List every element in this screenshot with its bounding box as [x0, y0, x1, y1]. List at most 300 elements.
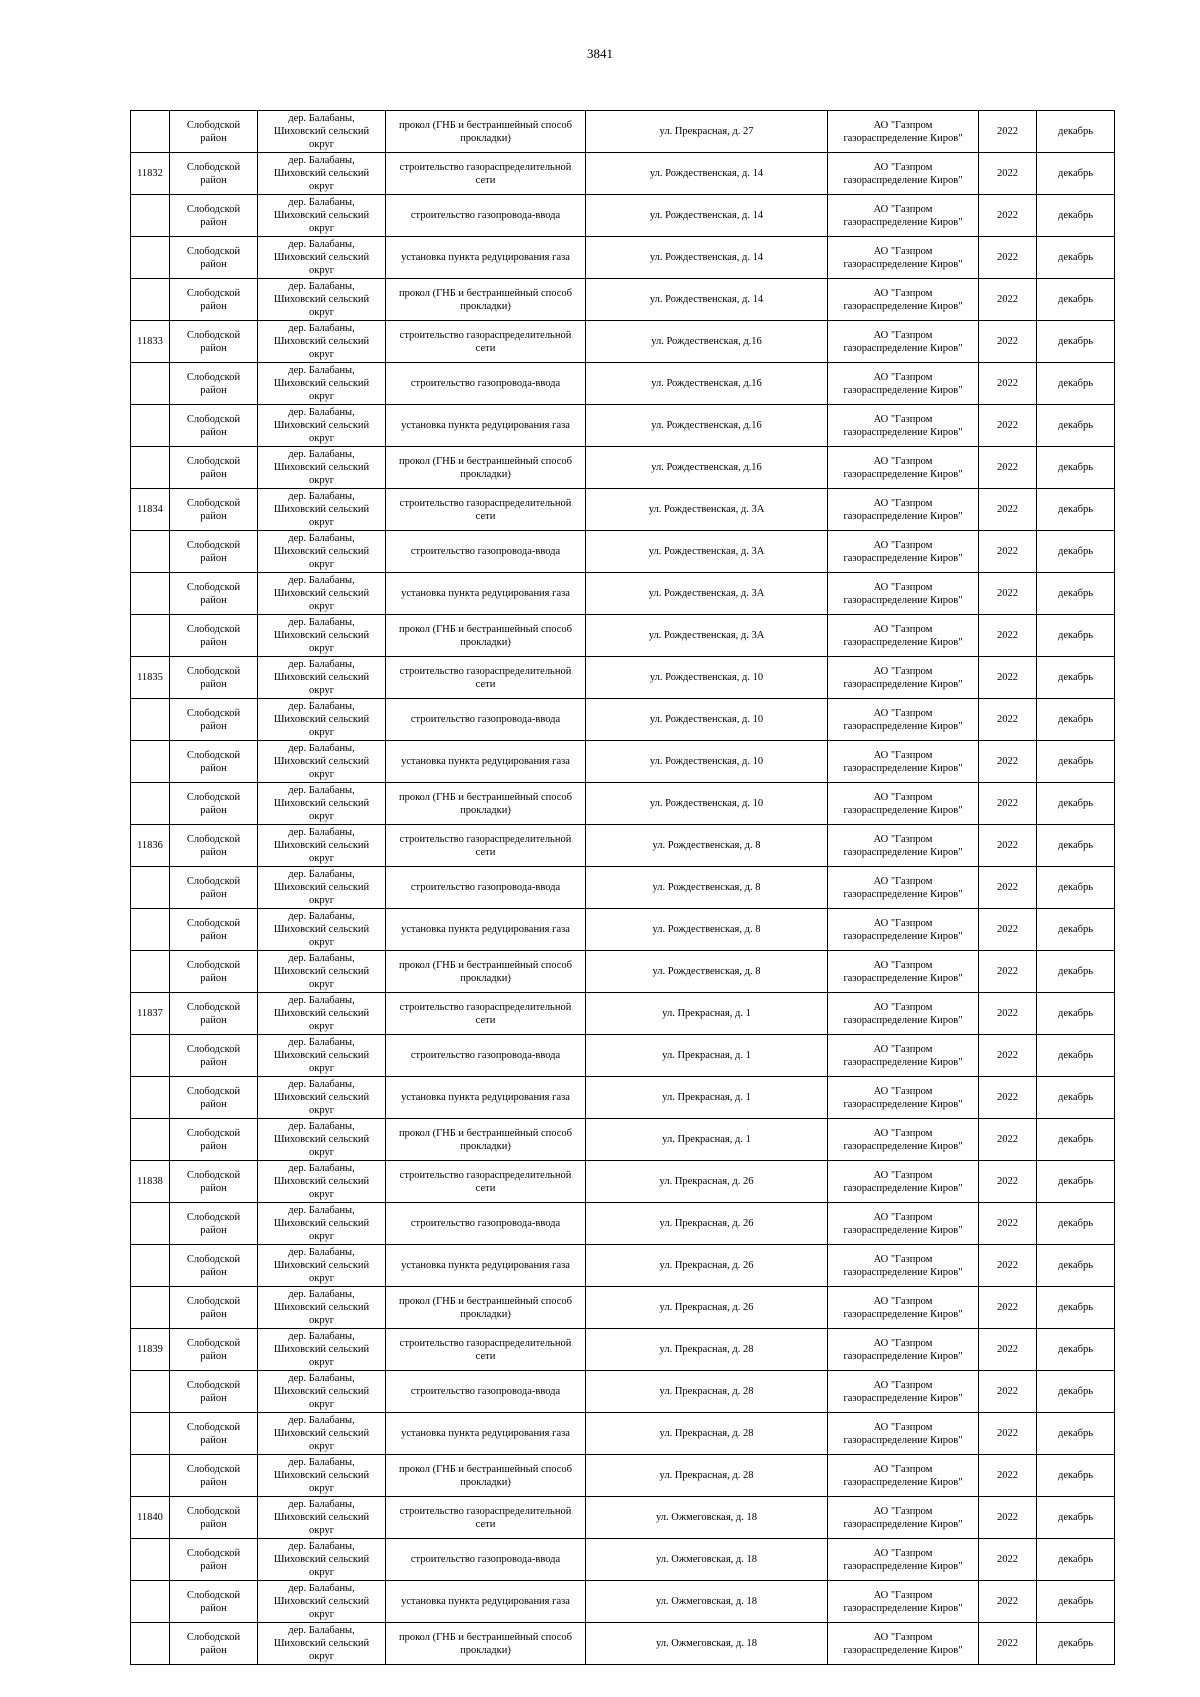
organization-cell: АО "Газпром газораспределение Киров" — [828, 1497, 979, 1539]
table-row — [131, 531, 1115, 573]
locality-cell: дер. Балабаны, Шиховский сельский округ — [258, 237, 386, 279]
month-cell: декабрь — [1037, 741, 1115, 783]
organization-cell: АО "Газпром газораспределение Киров" — [828, 1287, 979, 1329]
locality-cell: дер. Балабаны, Шиховский сельский округ — [258, 951, 386, 993]
locality-cell: дер. Балабаны, Шиховский сельский округ — [258, 405, 386, 447]
year-cell: 2022 — [979, 1413, 1037, 1455]
address-cell: ул. Прекрасная, д. 28 — [586, 1371, 828, 1413]
locality-cell: дер. Балабаны, Шиховский сельский округ — [258, 321, 386, 363]
district-cell: Слободской район — [170, 321, 258, 363]
year-cell: 2022 — [979, 573, 1037, 615]
locality-cell: дер. Балабаны, Шиховский сельский округ — [258, 531, 386, 573]
work-type-cell: прокол (ГНБ и бестраншейный способ прокладки) — [386, 1287, 586, 1329]
locality-cell: дер. Балабаны, Шиховский сельский округ — [258, 1413, 386, 1455]
table-row — [131, 405, 1115, 447]
organization-cell: АО "Газпром газораспределение Киров" — [828, 321, 979, 363]
locality-cell: дер. Балабаны, Шиховский сельский округ — [258, 1161, 386, 1203]
work-type-cell: прокол (ГНБ и бестраншейный способ прокладки) — [386, 1623, 586, 1665]
district-cell: Слободской район — [170, 489, 258, 531]
table-row — [131, 573, 1115, 615]
locality-cell: дер. Балабаны, Шиховский сельский округ — [258, 1119, 386, 1161]
organization-cell: АО "Газпром газораспределение Киров" — [828, 1161, 979, 1203]
district-cell: Слободской район — [170, 1119, 258, 1161]
month-cell: декабрь — [1037, 1497, 1115, 1539]
month-cell: декабрь — [1037, 1413, 1115, 1455]
locality-cell: дер. Балабаны, Шиховский сельский округ — [258, 195, 386, 237]
row-number — [131, 1581, 170, 1623]
table-row — [131, 1413, 1115, 1455]
locality-cell: дер. Балабаны, Шиховский сельский округ — [258, 1371, 386, 1413]
district-cell: Слободской район — [170, 825, 258, 867]
district-cell: Слободской район — [170, 405, 258, 447]
month-cell: декабрь — [1037, 1035, 1115, 1077]
locality-cell: дер. Балабаны, Шиховский сельский округ — [258, 699, 386, 741]
row-number — [131, 699, 170, 741]
work-type-cell: прокол (ГНБ и бестраншейный способ прокладки) — [386, 1119, 586, 1161]
row-number — [131, 1245, 170, 1287]
row-number — [131, 111, 170, 153]
table-row — [131, 1161, 1115, 1203]
locality-cell: дер. Балабаны, Шиховский сельский округ — [258, 279, 386, 321]
year-cell: 2022 — [979, 195, 1037, 237]
month-cell: декабрь — [1037, 489, 1115, 531]
district-cell: Слободской район — [170, 867, 258, 909]
table-row — [131, 111, 1115, 153]
district-cell: Слободской район — [170, 1581, 258, 1623]
row-number — [131, 195, 170, 237]
table-row — [131, 1455, 1115, 1497]
address-cell: ул. Прекрасная, д. 27 — [586, 111, 828, 153]
table-row — [131, 1623, 1115, 1665]
address-cell: ул. Прекрасная, д. 1 — [586, 1077, 828, 1119]
district-cell: Слободской район — [170, 195, 258, 237]
month-cell: декабрь — [1037, 279, 1115, 321]
year-cell: 2022 — [979, 1455, 1037, 1497]
locality-cell: дер. Балабаны, Шиховский сельский округ — [258, 993, 386, 1035]
month-cell: декабрь — [1037, 867, 1115, 909]
month-cell: декабрь — [1037, 1329, 1115, 1371]
organization-cell: АО "Газпром газораспределение Киров" — [828, 1581, 979, 1623]
address-cell: ул. Рождественская, д. 14 — [586, 195, 828, 237]
work-type-cell: строительство газопровода-ввода — [386, 363, 586, 405]
row-number — [131, 1035, 170, 1077]
page-number: 3841 — [587, 46, 613, 61]
month-cell: декабрь — [1037, 1623, 1115, 1665]
month-cell: декабрь — [1037, 783, 1115, 825]
organization-cell: АО "Газпром газораспределение Киров" — [828, 867, 979, 909]
table-row — [131, 1077, 1115, 1119]
year-cell: 2022 — [979, 1623, 1037, 1665]
table-row — [131, 1329, 1115, 1371]
organization-cell: АО "Газпром газораспределение Киров" — [828, 1413, 979, 1455]
locality-cell: дер. Балабаны, Шиховский сельский округ — [258, 825, 386, 867]
address-cell: ул. Рождественская, д.16 — [586, 363, 828, 405]
address-cell: ул. Прекрасная, д. 26 — [586, 1203, 828, 1245]
organization-cell: АО "Газпром газораспределение Киров" — [828, 1077, 979, 1119]
locality-cell: дер. Балабаны, Шиховский сельский округ — [258, 111, 386, 153]
work-type-cell: прокол (ГНБ и бестраншейный способ прокладки) — [386, 783, 586, 825]
year-cell: 2022 — [979, 447, 1037, 489]
organization-cell: АО "Газпром газораспределение Киров" — [828, 1539, 979, 1581]
address-cell: ул. Рождественская, д. 8 — [586, 951, 828, 993]
address-cell: ул. Прекрасная, д. 1 — [586, 1119, 828, 1161]
work-type-cell: прокол (ГНБ и бестраншейный способ прокладки) — [386, 951, 586, 993]
month-cell: декабрь — [1037, 1245, 1115, 1287]
organization-cell: АО "Газпром газораспределение Киров" — [828, 951, 979, 993]
table-row — [131, 1497, 1115, 1539]
organization-cell: АО "Газпром газораспределение Киров" — [828, 447, 979, 489]
row-number — [131, 1287, 170, 1329]
district-cell: Слободской район — [170, 237, 258, 279]
work-type-cell: установка пункта редуцирования газа — [386, 1245, 586, 1287]
address-cell: ул. Рождественская, д. 14 — [586, 237, 828, 279]
work-type-cell: прокол (ГНБ и бестраншейный способ прокладки) — [386, 615, 586, 657]
work-type-cell: строительство газопровода-ввода — [386, 195, 586, 237]
month-cell: декабрь — [1037, 1119, 1115, 1161]
work-type-cell: строительство газопровода-ввода — [386, 1203, 586, 1245]
work-type-cell: строительство газораспределительной сети — [386, 1497, 586, 1539]
row-number — [131, 279, 170, 321]
row-number — [131, 405, 170, 447]
row-number — [131, 867, 170, 909]
year-cell: 2022 — [979, 1077, 1037, 1119]
district-cell: Слободской район — [170, 531, 258, 573]
table-row — [131, 237, 1115, 279]
work-type-cell: прокол (ГНБ и бестраншейный способ прокладки) — [386, 447, 586, 489]
row-number — [131, 1119, 170, 1161]
year-cell: 2022 — [979, 237, 1037, 279]
address-cell: ул. Прекрасная, д. 1 — [586, 1035, 828, 1077]
district-cell: Слободской район — [170, 1203, 258, 1245]
row-number: 11839 — [131, 1329, 170, 1371]
address-cell: ул. Рождественская, д. 10 — [586, 657, 828, 699]
year-cell: 2022 — [979, 363, 1037, 405]
locality-cell: дер. Балабаны, Шиховский сельский округ — [258, 1581, 386, 1623]
address-cell: ул. Рождественская, д. 14 — [586, 153, 828, 195]
organization-cell: АО "Газпром газораспределение Киров" — [828, 405, 979, 447]
month-cell: декабрь — [1037, 531, 1115, 573]
table-row — [131, 1245, 1115, 1287]
organization-cell: АО "Газпром газораспределение Киров" — [828, 531, 979, 573]
year-cell: 2022 — [979, 279, 1037, 321]
row-number — [131, 573, 170, 615]
month-cell: декабрь — [1037, 321, 1115, 363]
organization-cell: АО "Газпром газораспределение Киров" — [828, 279, 979, 321]
row-number — [131, 237, 170, 279]
locality-cell: дер. Балабаны, Шиховский сельский округ — [258, 909, 386, 951]
organization-cell: АО "Газпром газораспределение Киров" — [828, 657, 979, 699]
year-cell: 2022 — [979, 489, 1037, 531]
locality-cell: дер. Балабаны, Шиховский сельский округ — [258, 1623, 386, 1665]
district-cell: Слободской район — [170, 363, 258, 405]
table-row — [131, 783, 1115, 825]
month-cell: декабрь — [1037, 195, 1115, 237]
year-cell: 2022 — [979, 405, 1037, 447]
organization-cell: АО "Газпром газораспределение Киров" — [828, 1329, 979, 1371]
address-cell: ул. Рождественская, д. 8 — [586, 909, 828, 951]
locality-cell: дер. Балабаны, Шиховский сельский округ — [258, 1539, 386, 1581]
table-row — [131, 867, 1115, 909]
locality-cell: дер. Балабаны, Шиховский сельский округ — [258, 447, 386, 489]
row-number: 11834 — [131, 489, 170, 531]
month-cell: декабрь — [1037, 111, 1115, 153]
work-type-cell: установка пункта редуцирования газа — [386, 909, 586, 951]
table-row — [131, 1287, 1115, 1329]
table-row — [131, 279, 1115, 321]
work-type-cell: строительство газораспределительной сети — [386, 1161, 586, 1203]
work-type-cell: строительство газораспределительной сети — [386, 489, 586, 531]
organization-cell: АО "Газпром газораспределение Киров" — [828, 615, 979, 657]
row-number: 11837 — [131, 993, 170, 1035]
organization-cell: АО "Газпром газораспределение Киров" — [828, 699, 979, 741]
address-cell: ул. Прекрасная, д. 28 — [586, 1413, 828, 1455]
table-row — [131, 909, 1115, 951]
locality-cell: дер. Балабаны, Шиховский сельский округ — [258, 1203, 386, 1245]
locality-cell: дер. Балабаны, Шиховский сельский округ — [258, 615, 386, 657]
work-type-cell: строительство газопровода-ввода — [386, 1539, 586, 1581]
district-cell: Слободской район — [170, 1035, 258, 1077]
row-number: 11835 — [131, 657, 170, 699]
month-cell: декабрь — [1037, 699, 1115, 741]
address-cell: ул. Прекрасная, д. 28 — [586, 1455, 828, 1497]
address-cell: ул. Прекрасная, д. 26 — [586, 1245, 828, 1287]
organization-cell: АО "Газпром газораспределение Киров" — [828, 573, 979, 615]
district-cell: Слободской район — [170, 1623, 258, 1665]
locality-cell: дер. Балабаны, Шиховский сельский округ — [258, 1035, 386, 1077]
address-cell: ул. Прекрасная, д. 26 — [586, 1161, 828, 1203]
row-number — [131, 1371, 170, 1413]
address-cell: ул. Ожмеговская, д. 18 — [586, 1497, 828, 1539]
month-cell: декабрь — [1037, 237, 1115, 279]
work-type-cell: установка пункта редуцирования газа — [386, 1581, 586, 1623]
row-number — [131, 1623, 170, 1665]
district-cell: Слободской район — [170, 1455, 258, 1497]
table-row — [131, 321, 1115, 363]
work-type-cell: строительство газораспределительной сети — [386, 321, 586, 363]
district-cell: Слободской район — [170, 1245, 258, 1287]
row-number — [131, 1077, 170, 1119]
work-type-cell: установка пункта редуцирования газа — [386, 741, 586, 783]
locality-cell: дер. Балабаны, Шиховский сельский округ — [258, 573, 386, 615]
month-cell: декабрь — [1037, 1455, 1115, 1497]
organization-cell: АО "Газпром газораспределение Киров" — [828, 1623, 979, 1665]
work-type-cell: прокол (ГНБ и бестраншейный способ прокладки) — [386, 279, 586, 321]
locality-cell: дер. Балабаны, Шиховский сельский округ — [258, 867, 386, 909]
year-cell: 2022 — [979, 699, 1037, 741]
year-cell: 2022 — [979, 741, 1037, 783]
district-cell: Слободской район — [170, 1077, 258, 1119]
district-cell: Слободской район — [170, 111, 258, 153]
address-cell: ул. Рождественская, д. 8 — [586, 867, 828, 909]
address-cell: ул. Ожмеговская, д. 18 — [586, 1539, 828, 1581]
table-row — [131, 741, 1115, 783]
district-cell: Слободской район — [170, 1161, 258, 1203]
table-row — [131, 615, 1115, 657]
organization-cell: АО "Газпром газораспределение Киров" — [828, 741, 979, 783]
month-cell: декабрь — [1037, 1161, 1115, 1203]
organization-cell: АО "Газпром газораспределение Киров" — [828, 1203, 979, 1245]
address-cell: ул. Рождественская, д. 3А — [586, 573, 828, 615]
organization-cell: АО "Газпром газораспределение Киров" — [828, 1245, 979, 1287]
table-row — [131, 993, 1115, 1035]
table-row — [131, 1203, 1115, 1245]
table-row — [131, 825, 1115, 867]
work-type-cell: строительство газопровода-ввода — [386, 1035, 586, 1077]
district-cell: Слободской район — [170, 615, 258, 657]
district-cell: Слободской район — [170, 153, 258, 195]
work-type-cell: строительство газопровода-ввода — [386, 531, 586, 573]
year-cell: 2022 — [979, 153, 1037, 195]
row-number — [131, 1455, 170, 1497]
locality-cell: дер. Балабаны, Шиховский сельский округ — [258, 153, 386, 195]
work-type-cell: установка пункта редуцирования газа — [386, 1413, 586, 1455]
district-cell: Слободской район — [170, 993, 258, 1035]
row-number — [131, 1539, 170, 1581]
year-cell: 2022 — [979, 657, 1037, 699]
organization-cell: АО "Газпром газораспределение Киров" — [828, 195, 979, 237]
address-cell: ул. Прекрасная, д. 1 — [586, 993, 828, 1035]
address-cell: ул. Рождественская, д.16 — [586, 447, 828, 489]
month-cell: декабрь — [1037, 1077, 1115, 1119]
district-cell: Слободской район — [170, 951, 258, 993]
table-row — [131, 489, 1115, 531]
address-cell: ул. Рождественская, д. 3А — [586, 615, 828, 657]
locality-cell: дер. Балабаны, Шиховский сельский округ — [258, 1287, 386, 1329]
year-cell: 2022 — [979, 909, 1037, 951]
locality-cell: дер. Балабаны, Шиховский сельский округ — [258, 1077, 386, 1119]
organization-cell: АО "Газпром газораспределение Киров" — [828, 783, 979, 825]
table-row — [131, 657, 1115, 699]
month-cell: декабрь — [1037, 1371, 1115, 1413]
year-cell: 2022 — [979, 1161, 1037, 1203]
year-cell: 2022 — [979, 1035, 1037, 1077]
organization-cell: АО "Газпром газораспределение Киров" — [828, 993, 979, 1035]
district-cell: Слободской район — [170, 1287, 258, 1329]
row-number — [131, 741, 170, 783]
month-cell: декабрь — [1037, 951, 1115, 993]
table-row — [131, 1035, 1115, 1077]
district-cell: Слободской район — [170, 1413, 258, 1455]
table-row — [131, 1539, 1115, 1581]
address-cell: ул. Рождественская, д. 10 — [586, 741, 828, 783]
month-cell: декабрь — [1037, 447, 1115, 489]
work-type-cell: установка пункта редуцирования газа — [386, 237, 586, 279]
row-number — [131, 615, 170, 657]
row-number — [131, 1203, 170, 1245]
row-number: 11832 — [131, 153, 170, 195]
row-number — [131, 447, 170, 489]
address-cell: ул. Рождественская, д. 3А — [586, 531, 828, 573]
month-cell: декабрь — [1037, 909, 1115, 951]
row-number: 11833 — [131, 321, 170, 363]
address-cell: ул. Рождественская, д. 10 — [586, 783, 828, 825]
district-cell: Слободской район — [170, 741, 258, 783]
row-number — [131, 1413, 170, 1455]
organization-cell: АО "Газпром газораспределение Киров" — [828, 237, 979, 279]
year-cell: 2022 — [979, 531, 1037, 573]
row-number: 11836 — [131, 825, 170, 867]
locality-cell: дер. Балабаны, Шиховский сельский округ — [258, 489, 386, 531]
address-cell: ул. Прекрасная, д. 28 — [586, 1329, 828, 1371]
work-type-cell: установка пункта редуцирования газа — [386, 573, 586, 615]
row-number — [131, 951, 170, 993]
year-cell: 2022 — [979, 1119, 1037, 1161]
work-type-cell: строительство газораспределительной сети — [386, 1329, 586, 1371]
year-cell: 2022 — [979, 867, 1037, 909]
organization-cell: АО "Газпром газораспределение Киров" — [828, 1455, 979, 1497]
table-row — [131, 699, 1115, 741]
district-cell: Слободской район — [170, 909, 258, 951]
address-cell: ул. Рождественская, д.16 — [586, 405, 828, 447]
work-type-cell: строительство газопровода-ввода — [386, 867, 586, 909]
address-cell: ул. Ожмеговская, д. 18 — [586, 1623, 828, 1665]
work-type-cell: прокол (ГНБ и бестраншейный способ прокладки) — [386, 1455, 586, 1497]
month-cell: декабрь — [1037, 657, 1115, 699]
year-cell: 2022 — [979, 951, 1037, 993]
work-type-cell: строительство газораспределительной сети — [386, 153, 586, 195]
table-row — [131, 951, 1115, 993]
work-type-cell: прокол (ГНБ и бестраншейный способ прокладки) — [386, 111, 586, 153]
year-cell: 2022 — [979, 1329, 1037, 1371]
address-cell: ул. Прекрасная, д. 26 — [586, 1287, 828, 1329]
year-cell: 2022 — [979, 1539, 1037, 1581]
table-row — [131, 1119, 1115, 1161]
work-type-cell: строительство газораспределительной сети — [386, 825, 586, 867]
table-row — [131, 1371, 1115, 1413]
year-cell: 2022 — [979, 321, 1037, 363]
district-cell: Слободской район — [170, 279, 258, 321]
work-type-cell: строительство газораспределительной сети — [386, 993, 586, 1035]
organization-cell: АО "Газпром газораспределение Киров" — [828, 153, 979, 195]
locality-cell: дер. Балабаны, Шиховский сельский округ — [258, 1497, 386, 1539]
row-number — [131, 363, 170, 405]
work-type-cell: строительство газопровода-ввода — [386, 1371, 586, 1413]
year-cell: 2022 — [979, 1203, 1037, 1245]
organization-cell: АО "Газпром газораспределение Киров" — [828, 1119, 979, 1161]
registry-body — [131, 111, 1115, 1665]
work-type-cell: установка пункта редуцирования газа — [386, 405, 586, 447]
locality-cell: дер. Балабаны, Шиховский сельский округ — [258, 1329, 386, 1371]
table-row — [131, 447, 1115, 489]
month-cell: декабрь — [1037, 363, 1115, 405]
district-cell: Слободской район — [170, 783, 258, 825]
locality-cell: дер. Балабаны, Шиховский сельский округ — [258, 1455, 386, 1497]
year-cell: 2022 — [979, 1581, 1037, 1623]
year-cell: 2022 — [979, 1497, 1037, 1539]
row-number — [131, 783, 170, 825]
month-cell: декабрь — [1037, 1581, 1115, 1623]
year-cell: 2022 — [979, 1371, 1037, 1413]
month-cell: декабрь — [1037, 825, 1115, 867]
year-cell: 2022 — [979, 615, 1037, 657]
organization-cell: АО "Газпром газораспределение Киров" — [828, 909, 979, 951]
month-cell: декабрь — [1037, 405, 1115, 447]
district-cell: Слободской район — [170, 447, 258, 489]
row-number: 11838 — [131, 1161, 170, 1203]
organization-cell: АО "Газпром газораспределение Киров" — [828, 363, 979, 405]
month-cell: декабрь — [1037, 1203, 1115, 1245]
address-cell: ул. Рождественская, д. 3А — [586, 489, 828, 531]
month-cell: декабрь — [1037, 993, 1115, 1035]
month-cell: декабрь — [1037, 573, 1115, 615]
address-cell: ул. Рождественская, д. 8 — [586, 825, 828, 867]
work-type-cell: строительство газопровода-ввода — [386, 699, 586, 741]
address-cell: ул. Рождественская, д. 14 — [586, 279, 828, 321]
district-cell: Слободской район — [170, 657, 258, 699]
table-row — [131, 195, 1115, 237]
month-cell: декабрь — [1037, 1287, 1115, 1329]
work-type-cell: строительство газораспределительной сети — [386, 657, 586, 699]
